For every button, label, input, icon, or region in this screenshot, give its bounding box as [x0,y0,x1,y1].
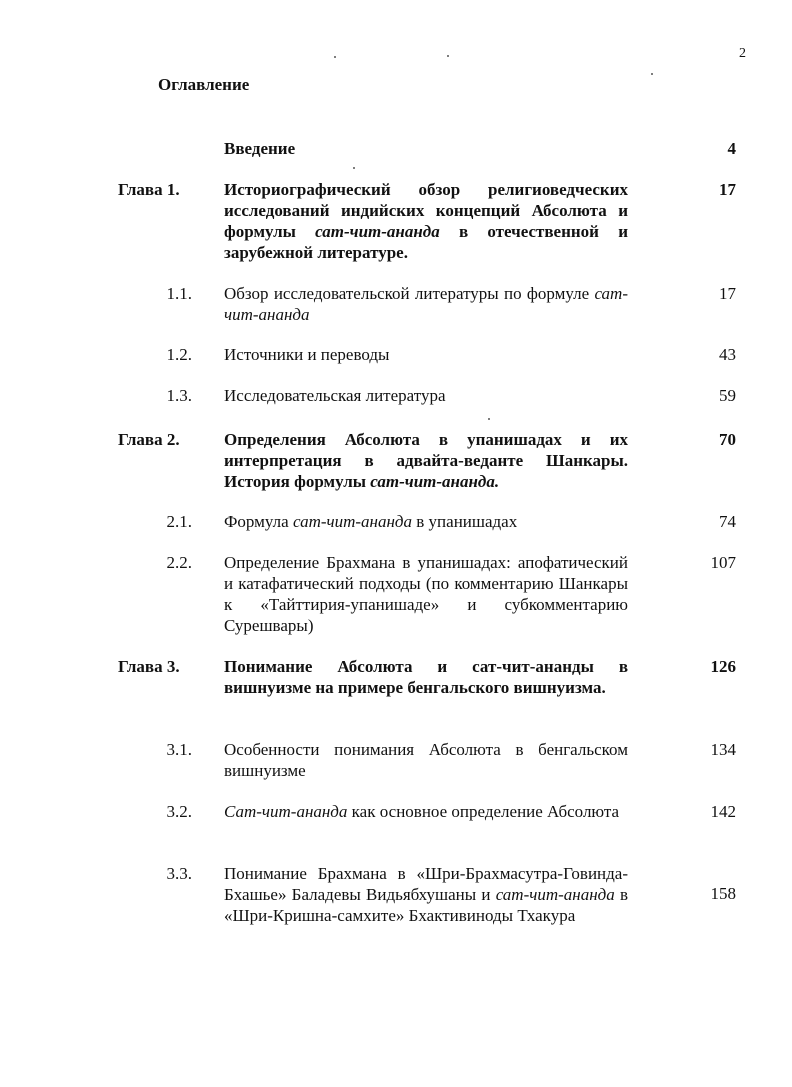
toc-entry-title: Исследовательская литература [224,386,446,405]
toc-entry-label: 3.3. [166,864,192,883]
toc-entry-label: 2.2. [166,553,192,572]
toc-heading: Оглавление [158,75,250,94]
toc-entry-title: Понимание Брахмана в «Шри-Брахмасутра-Говинда-Бхашье» Баладевы Видьябхушаны и сат-чит-ананда в «Шри-Кришна-самхите» Бхактивиноды Тхакура [224,864,628,925]
toc-entry-label: 1.3. [166,386,192,405]
toc-entry-label: Глава 1. [118,180,180,199]
toc-entry-label: Глава 2. [118,430,180,449]
toc-entry-page: 134 [710,740,736,759]
toc-entry-page: 4 [727,139,736,158]
toc-entry-page: 158 [710,884,736,903]
toc-entry-page: 17 [719,284,736,303]
toc-entry-page: 17 [719,180,736,199]
toc-entry-label: 2.1. [166,512,192,531]
toc-entry-page: 74 [719,512,736,531]
scan-speck [334,56,336,58]
toc-entry-page: 142 [710,802,736,821]
scan-speck [488,418,490,420]
toc-entry-title: Определения Абсолюта в упанишадах и их интерпретация в адвайта-веданте Шанкары. История формулы сат-чит-ананда. [224,430,628,491]
toc-entry-title: Определение Брахмана в упанишадах: апофатический и катафатический подходы (по комментарию Шанкары к «Тайттирия-упанишаде» и субкомментарию Сурешвары) [224,553,628,635]
scan-speck [651,73,653,75]
toc-entry-page: 126 [710,657,736,676]
toc-entry-title: Источники и переводы [224,345,390,364]
page-number: 2 [739,46,746,61]
toc-entry-title: Понимание Абсолюта и сат-чит-ананды в вишнуизме на примере бенгальского вишнуизма. [224,657,628,697]
toc-entry-title: Сат-чит-ананда как основное определение Абсолюта [224,802,620,821]
toc-entry-label: 1.1. [166,284,192,303]
toc-entry-label: 1.2. [166,345,192,364]
toc-entry-title: Введение [224,139,296,158]
toc-entry-label: 3.2. [166,802,192,821]
toc-entry-label: Глава 3. [118,657,180,676]
scan-speck [447,55,449,57]
toc-entry-page: 59 [719,386,736,405]
toc-entry-title: Обзор исследовательской литературы по формуле сат-чит-ананда [224,284,628,324]
toc-entry-page: 43 [719,345,736,364]
scan-speck [353,167,355,169]
toc-entry-title: Историографический обзор религиоведческих исследований индийских концепций Абсолюта и формулы сат-чит-ананда в отечественной и зарубежной литературе. [224,180,628,262]
toc-entry-title: Особенности понимания Абсолюта в бенгальском вишнуизме [224,740,628,780]
toc-entry-page: 70 [719,430,736,449]
toc-entry-title: Формула сат-чит-ананда в упанишадах [224,512,518,531]
toc-entry-page: 107 [710,553,736,572]
toc-entry-label: 3.1. [166,740,192,759]
